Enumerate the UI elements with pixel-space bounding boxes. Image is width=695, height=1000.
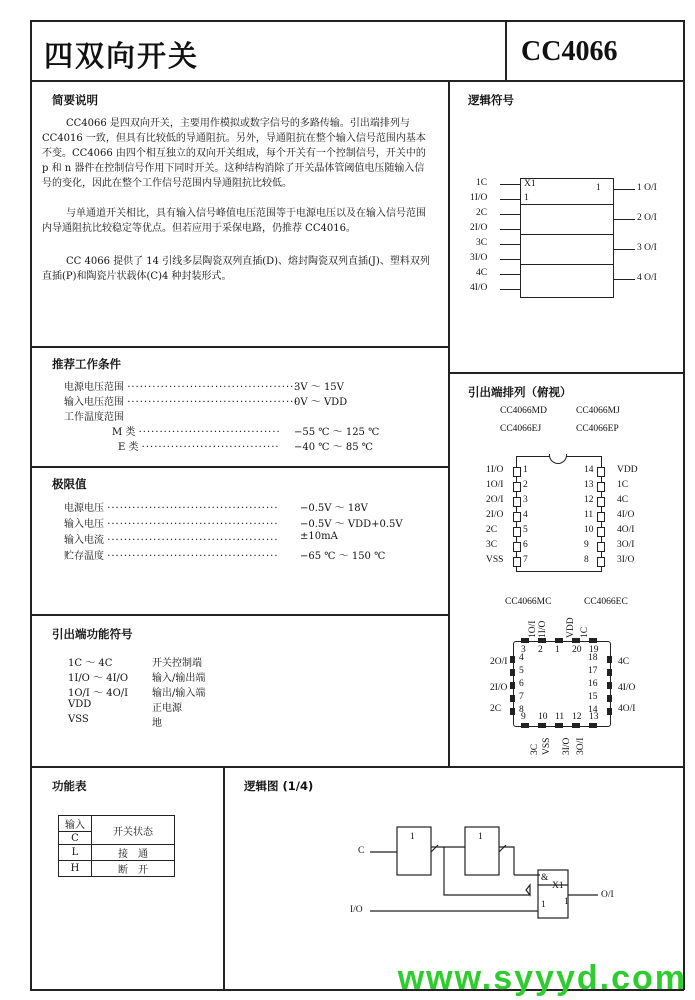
dip-pin-label: 3I/O <box>617 555 635 565</box>
ft-cell: 接 通 <box>92 845 175 861</box>
limit-label: 输入电流 <box>64 535 104 546</box>
lcc-pin <box>607 669 612 676</box>
lcc-pin <box>607 682 612 689</box>
lcc-pin-number: 20 <box>572 645 582 655</box>
oi-label: O/I <box>601 890 614 900</box>
input-label: 4C <box>476 268 488 278</box>
ft-header-c: C <box>59 832 92 845</box>
pin-func-symbol: VSS <box>68 714 89 725</box>
lcc-bottom-label: 3O/I <box>576 737 586 755</box>
dip-pin <box>597 467 605 477</box>
lcc-bottom-label: 3C <box>530 743 540 755</box>
lcc-pin <box>555 723 563 728</box>
lcc-pin-number: 9 <box>521 712 526 722</box>
dip-pin-label: 4C <box>617 495 629 505</box>
dip-pin-label: 1I/O <box>486 465 504 475</box>
dip-pin-label: 2O/I <box>486 495 504 505</box>
rec-label: 电源电压范围 <box>64 382 124 393</box>
lcc-pin-number: 5 <box>519 666 524 676</box>
lcc-pin-number: 3 <box>521 645 526 655</box>
lcc-pin <box>607 695 612 702</box>
dip-pin <box>513 497 521 507</box>
lcc-bottom-label: 3I/O <box>562 737 572 755</box>
input-label: 2C <box>476 208 488 218</box>
logic-diagram-heading: 逻辑图 (1/4) <box>244 779 314 793</box>
lcc-side-label: 4O/I <box>618 704 636 714</box>
dip-pin-label: 1C <box>617 480 629 490</box>
dip-pin <box>513 542 521 552</box>
input-label: 3C <box>476 238 488 248</box>
pin-func-symbol: 1C ～ 4C <box>68 658 113 669</box>
dip-pin-number: 5 <box>523 525 528 535</box>
dip-pin-number: 1 <box>523 465 528 475</box>
lcc-pin-number: 18 <box>588 653 598 663</box>
watermark: www.syyyd.com <box>397 959 687 997</box>
gate-label: 1 <box>410 832 415 842</box>
dip-pin-number: 4 <box>523 510 528 520</box>
dip-pin-label: 2C <box>486 525 498 535</box>
limit-label: 电源电压 <box>64 503 104 514</box>
dip-pin-label: VSS <box>486 555 504 565</box>
function-table-heading: 功能表 <box>52 779 87 793</box>
x1-label: X1 <box>552 881 564 891</box>
dip-pin <box>597 497 605 507</box>
lcc-bottom-label: VSS <box>542 737 552 755</box>
lcc-pin-number: 15 <box>588 692 598 702</box>
dip-pin-number: 3 <box>523 495 528 505</box>
lcc-pin-number: 13 <box>589 712 599 722</box>
input-label: 1C <box>476 178 488 188</box>
lcc-pin <box>521 638 529 643</box>
lcc-pin <box>510 695 515 702</box>
lcc-top-label: 1C <box>580 626 590 638</box>
lcc-pin-number: 14 <box>588 705 598 715</box>
dip-pin-number: 11 <box>584 510 594 520</box>
lcc-pin <box>510 682 515 689</box>
input-label: 1I/O <box>470 193 488 203</box>
rec-value: −40 ℃ ～ 85 ℃ <box>294 442 373 453</box>
function-table <box>58 815 175 877</box>
lcc-pin-number: 16 <box>588 679 598 689</box>
gate-label: 1 <box>478 832 483 842</box>
ft-header-input: 输入 <box>59 816 92 832</box>
dip-pin-number: 13 <box>584 480 594 490</box>
lcc-pin-number: 8 <box>519 705 524 715</box>
dip-pin-number: 14 <box>584 465 594 475</box>
one-label: 1 <box>524 193 529 203</box>
package-name: CC4066EC <box>584 597 628 607</box>
ft-header-state: 开关状态 <box>92 816 175 845</box>
dip-pin-number: 12 <box>584 495 594 505</box>
recommended-heading: 推荐工作条件 <box>52 357 121 371</box>
input-label: 2I/O <box>470 223 488 233</box>
pin-func-desc: 输出/输入端 <box>152 688 206 699</box>
dip-pin <box>597 542 605 552</box>
x1-label: X1 <box>524 179 536 189</box>
lcc-pin <box>538 638 546 643</box>
input-label: 3I/O <box>470 253 488 263</box>
lcc-top-label: 1O/I <box>528 620 538 638</box>
package-name: CC4066EJ <box>500 424 542 434</box>
logic-diagram-wires <box>340 815 640 925</box>
lcc-pin <box>572 638 580 643</box>
dip-pin <box>513 467 521 477</box>
intro-paragraph-2: 与单通道开关相比，具有输入信号峰值电压范围等于电源电压以及在输入信号范围内导通阻抗比较稳定等优点。但若应用于采保电路，仍推荐 CC4016。 <box>42 208 426 234</box>
dip-pin-label: 3O/I <box>617 540 635 550</box>
lcc-pin-number: 6 <box>519 679 524 689</box>
limit-value: −0.5V ～ VDD+0.5V <box>300 519 403 530</box>
lcc-pin <box>572 723 580 728</box>
pin-func-desc: 开关控制端 <box>152 658 202 669</box>
dip-pin-number: 10 <box>584 525 594 535</box>
lcc-pin-number: 17 <box>588 666 598 676</box>
lcc-side-label: 4C <box>618 657 630 667</box>
dip-pin-number: 7 <box>523 555 528 565</box>
page-title: 四双向开关 <box>44 39 200 73</box>
dip-pin-label: 3C <box>486 540 498 550</box>
lcc-pin <box>538 723 546 728</box>
pin-functions-heading: 引出端功能符号 <box>52 627 133 641</box>
lcc-pin-number: 1 <box>555 645 560 655</box>
lcc-pin-number: 2 <box>538 645 543 655</box>
lcc-pin <box>510 708 515 715</box>
lcc-pin-number: 19 <box>589 645 599 655</box>
limit-label: 贮存温度 <box>64 551 104 562</box>
lcc-top-label: VDD <box>566 617 576 638</box>
dip-pin-label: VDD <box>617 465 638 475</box>
dip-pin-label: 4O/I <box>617 525 635 535</box>
lcc-pin <box>510 669 515 676</box>
dip-pin <box>597 482 605 492</box>
one-label: 1 <box>564 897 569 907</box>
package-name: CC4066MJ <box>576 406 620 416</box>
lcc-side-label: 2I/O <box>490 683 508 693</box>
lcc-pin-number: 10 <box>538 712 548 722</box>
package-name: CC4066EP <box>576 424 619 434</box>
intro-heading: 简要说明 <box>52 93 98 107</box>
lcc-side-label: 2C <box>490 704 502 714</box>
output-label: 1 O/I <box>637 183 657 193</box>
limit-value: −65 ℃ ～ 150 ℃ <box>300 551 386 562</box>
rec-value: 0V ～ VDD <box>294 397 348 408</box>
pinout-heading: 引出端排列（俯视） <box>468 385 572 399</box>
dip-pin <box>513 527 521 537</box>
dip-pin-label: 1O/I <box>486 480 504 490</box>
lcc-pin <box>521 723 529 728</box>
ft-cell: H <box>59 861 92 877</box>
intro-paragraph-3: CC 4066 提供了 14 引线多层陶瓷双列直插(D)、熔封陶瓷双列直插(J)、塑料双列直插(P)和陶瓷片状载体(C)4 种封装形式。 <box>42 256 430 282</box>
and-label: & <box>541 873 549 883</box>
part-number: CC4066 <box>521 36 618 67</box>
package-name: CC4066MC <box>505 597 552 607</box>
dip-pin <box>597 557 605 567</box>
dip-pin-number: 2 <box>523 480 528 490</box>
rec-value: 3V ～ 15V <box>294 382 344 393</box>
ft-cell: L <box>59 845 92 861</box>
dip-pin <box>597 512 605 522</box>
output-label: 2 O/I <box>637 213 657 223</box>
dip-pin <box>513 557 521 567</box>
dip-pin-number: 8 <box>584 555 589 565</box>
pin-func-desc: 地 <box>152 718 162 729</box>
limits-heading: 极限值 <box>52 477 87 491</box>
lcc-pin-number: 11 <box>555 712 565 722</box>
output-label: 4 O/I <box>637 273 657 283</box>
output-label: 3 O/I <box>637 243 657 253</box>
dip-pin <box>513 482 521 492</box>
lcc-pin-number: 12 <box>572 712 582 722</box>
dip-pin-number: 9 <box>584 540 589 550</box>
lcc-pin <box>607 656 612 663</box>
dip-pin-number: 6 <box>523 540 528 550</box>
lcc-pin <box>555 638 563 643</box>
one-label: 1 <box>596 183 601 193</box>
pin-func-symbol: 1I/O ～ 4I/O <box>68 673 129 684</box>
lcc-side-label: 4I/O <box>618 683 636 693</box>
limit-value: −0.5V ～ 18V <box>300 503 368 514</box>
logic-symbol-heading: 逻辑符号 <box>468 93 514 107</box>
package-name: CC4066MD <box>500 406 547 416</box>
rec-label: 输入电压范围 <box>64 397 124 408</box>
one-label: 1 <box>541 900 546 910</box>
lcc-top-label: 1I/O <box>538 620 548 638</box>
pin-func-desc: 正电源 <box>152 703 182 714</box>
pin-func-symbol: 1O/I ～ 4O/I <box>68 688 129 699</box>
lcc-pin-number: 7 <box>519 692 524 702</box>
lcc-pin <box>589 638 597 643</box>
lcc-pin <box>589 723 597 728</box>
pin-func-desc: 输入/输出端 <box>152 673 206 684</box>
lcc-side-label: 2O/I <box>490 657 508 667</box>
c-label: C <box>358 846 365 856</box>
input-label: 4I/O <box>470 283 488 293</box>
limit-label: 输入电压 <box>64 519 104 530</box>
limit-value: ±10mA <box>300 531 338 542</box>
lcc-pin-number: 4 <box>519 653 524 663</box>
pin-func-symbol: VDD <box>68 699 92 710</box>
io-label: I/O <box>350 905 363 915</box>
intro-paragraph-1: CC4066 是四双向开关，主要用作模拟或数字信号的多路传输。引出端排列与 CC4016 一致，但具有比较低的导通阻抗。另外，导通阻抗在整个输入信号范围内基本不变。CC4066 由四个相互独立的双向开关组成，每个开关有一个控制信号，开关中的 p 和 n 器件在控制信号作用下同时开关。这种结构消除了开关晶体管阈值电压随输入信号的变化，因此在整个工作信号范围内导通阻抗比较低。 <box>42 118 426 189</box>
rec-label: M 类 <box>112 427 136 438</box>
ft-cell: 断 开 <box>92 861 175 877</box>
rec-label: 工作温度范围 <box>64 412 124 423</box>
rec-value: −55 ℃ ～ 125 ℃ <box>294 427 380 438</box>
lcc-pin <box>607 708 612 715</box>
rec-label: E 类 <box>118 442 139 453</box>
dip-pin-label: 2I/O <box>486 510 504 520</box>
dip-pin-label: 4I/O <box>617 510 635 520</box>
dip-pin <box>513 512 521 522</box>
lcc-pin <box>510 656 515 663</box>
dip-pin <box>597 527 605 537</box>
